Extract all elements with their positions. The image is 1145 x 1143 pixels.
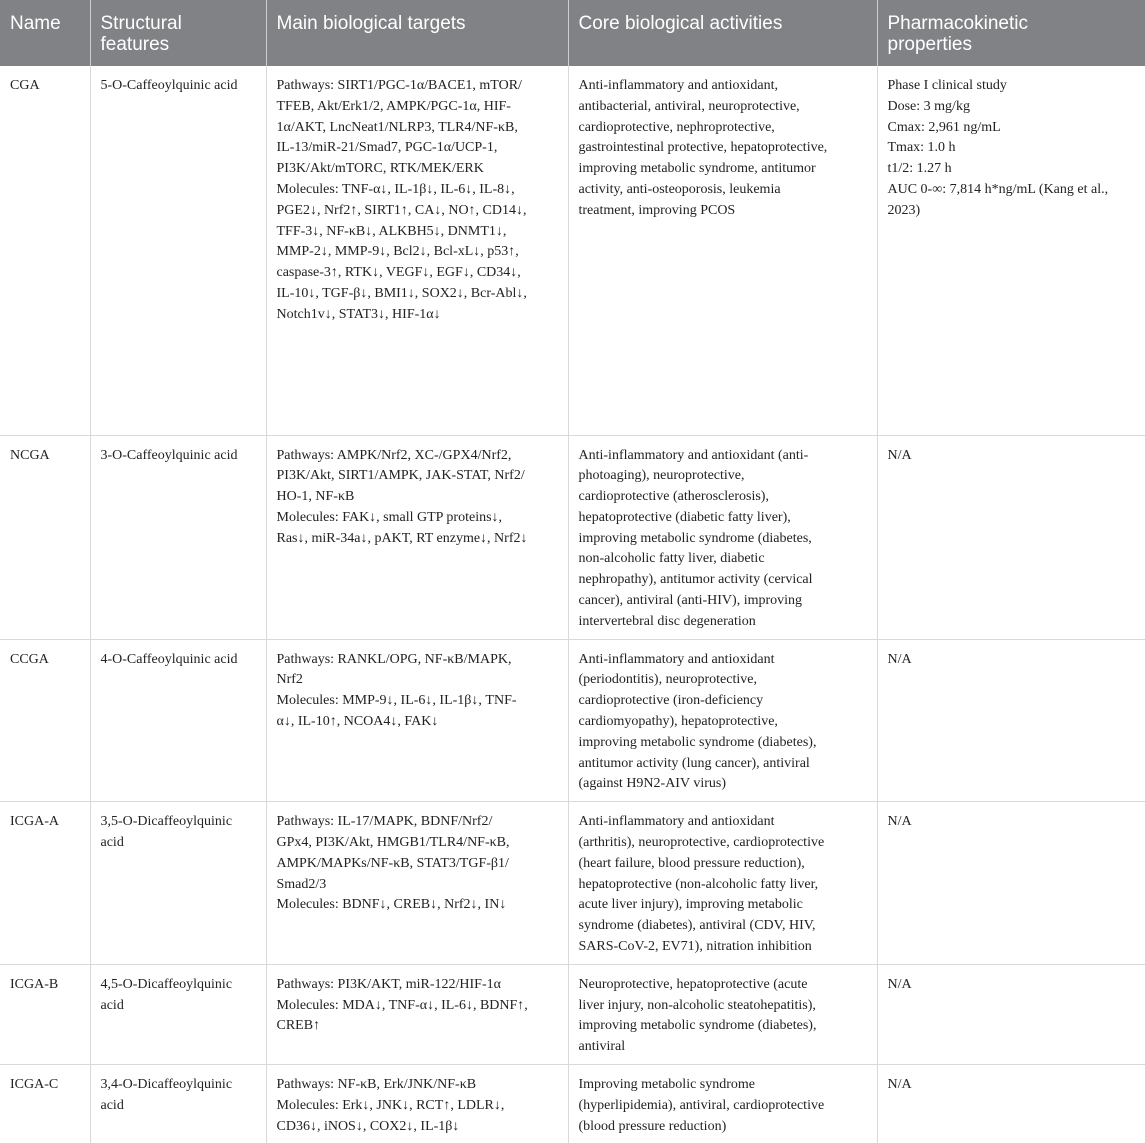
cell-text-line: activity, anti-osteoporosis, leukemia [578, 181, 781, 197]
cell-text-line: AUC 0-∞: 7,814 h*ng/mL (Kang et al., [887, 181, 1109, 197]
cell-text-line: 1α/AKT, LncNeat1/NLRP3, TLR4/NF-κB, [276, 119, 518, 135]
cell-text-line: Tmax: 1.0 h [887, 140, 956, 156]
table-row [0, 964, 1145, 1064]
cell-text-line: MMP-2↓, MMP-9↓, Bcl2↓, Bcl-xL↓, p53↑, [276, 244, 519, 260]
cell-core-biological-activities [568, 1065, 877, 1143]
cell-text-line: Smad2/3 [276, 876, 327, 892]
cell-text-line: Molecules: MDA↓, TNF-α↓, IL-6↓, BDNF↑, [276, 997, 528, 1013]
header-structural-features: Structural features [90, 0, 266, 66]
cell-text-line: TFEB, Akt/Erk1/2, AMPK/PGC-1α, HIF- [276, 98, 511, 114]
cell-text-line: PI3K/Akt, SIRT1/AMPK, JAK-STAT, Nrf2/ [276, 468, 525, 484]
cell-text-line: TFF-3↓, NF-κB↓, ALKBH5↓, DNMT1↓, [276, 223, 507, 239]
cell-text-line: 2023) [887, 202, 921, 218]
cell-core-biological-activities [568, 802, 877, 965]
cell-text-line: syndrome (diabetes), antiviral (CDV, HIV, [578, 918, 816, 934]
cell-name [0, 639, 90, 802]
cell-text-line: Molecules: BDNF↓, CREB↓, Nrf2↓, IN↓ [276, 897, 507, 913]
cell-text-line: SARS-CoV-2, EV71), nitration inhibition [578, 939, 812, 955]
cell-text-line: IL-13/miR-21/Smad7, PGC-1α/UCP-1, [276, 140, 498, 156]
cell-text-line: cardiomyopathy), hepatoprotective, [578, 714, 778, 730]
cell-text-line: 3,5-O-Dicaffeoylquinic [100, 814, 233, 830]
cell-text-line: N/A [887, 976, 912, 992]
cell-text-line: α↓, IL-10↑, NCOA4↓, FAK↓ [276, 714, 439, 730]
cell-text-line: photoaging), neuroprotective, [578, 468, 745, 484]
cell-text-line: Pathways: SIRT1/PGC-1α/BACE1, mTOR/ [276, 78, 522, 93]
compound-name: ICGA-B [10, 976, 59, 992]
cell-text-line: non-alcoholic fatty liver, diabetic [578, 551, 765, 567]
header-row [0, 0, 1145, 66]
cell-text-line: (against H9N2-AIV virus) [578, 776, 726, 792]
cell-text-line: improving metabolic syndrome, antitumor [578, 161, 816, 177]
compound-name: ICGA-C [10, 1077, 59, 1093]
cell-text-line: nephropathy), antitumor activity (cervical [578, 572, 813, 588]
cell-name [0, 1065, 90, 1143]
cell-text-line: Nrf2 [276, 672, 303, 688]
cell-main-biological-targets [266, 66, 568, 435]
cell-text-line: improving metabolic syndrome (diabetes), [578, 1018, 817, 1034]
cell-core-biological-activities [568, 964, 877, 1064]
cell-text-line: hepatoprotective (non-alcoholic fatty liver, [578, 876, 819, 892]
cell-pharmacokinetic-properties [877, 435, 1145, 639]
cell-main-biological-targets [266, 1065, 568, 1143]
cell-text-line: N/A [887, 447, 912, 463]
cell-text-line: Pathways: IL-17/MAPK, BDNF/Nrf2/ [276, 814, 493, 830]
cell-text-line: cardioprotective (iron-deficiency [578, 693, 764, 709]
cell-text-line: N/A [887, 651, 912, 667]
header-name: Name [0, 0, 90, 66]
table-body [0, 66, 1145, 1143]
cell-structural-features [90, 66, 266, 435]
cell-structural-features [90, 964, 266, 1064]
cell-text-line: Molecules: MMP-9↓, IL-6↓, IL-1β↓, TNF- [276, 693, 517, 709]
cell-text-line: t1/2: 1.27 h [887, 161, 952, 177]
header-pharmacokinetic-properties: Pharmacokinetic properties [877, 0, 1145, 66]
cell-text-line: Pathways: PI3K/AKT, miR-122/HIF-1α [276, 976, 501, 992]
cell-name [0, 964, 90, 1064]
cell-text-line: CD36↓, iNOS↓, COX2↓, IL-1β↓ [276, 1118, 460, 1134]
cell-text-line: 5-O-Caffeoylquinic acid [100, 78, 238, 93]
table-row [0, 639, 1145, 802]
cell-main-biological-targets [266, 802, 568, 965]
cell-text-line: acute liver injury), improving metabolic [578, 897, 803, 913]
cell-text-line: PI3K/Akt/mTORC, RTK/MEK/ERK [276, 161, 484, 177]
cell-text-line: Notch1v↓, STAT3↓, HIF-1α↓ [276, 306, 441, 322]
cell-text-line: cardioprotective (atherosclerosis), [578, 489, 769, 505]
cell-pharmacokinetic-properties [877, 802, 1145, 965]
cell-text-line: acid [100, 835, 124, 851]
cell-text-line: N/A [887, 814, 912, 830]
cell-core-biological-activities [568, 66, 877, 435]
cell-structural-features [90, 1065, 266, 1143]
cell-text-line: (arthritis), neuroprotective, cardioprotective [578, 835, 825, 851]
cell-text-line: HO-1, NF-κB [276, 489, 355, 505]
cell-text-line: Molecules: Erk↓, JNK↓, RCT↑, LDLR↓, [276, 1097, 505, 1113]
compound-name: CCGA [10, 651, 49, 667]
cell-text-line: hepatoprotective (diabetic fatty liver), [578, 509, 791, 525]
cell-text-line: (hyperlipidemia), antiviral, cardioprotective [578, 1097, 825, 1113]
cell-text-line: antitumor activity (lung cancer), antiviral [578, 755, 810, 771]
cell-text-line: GPx4, PI3K/Akt, HMGB1/TLR4/NF-κB, [276, 835, 510, 851]
cell-text-line: Anti-inflammatory and antioxidant, [578, 78, 778, 93]
cell-text-line: acid [100, 1097, 124, 1113]
cell-structural-features [90, 639, 266, 802]
cell-text-line: Anti-inflammatory and antioxidant [578, 814, 775, 830]
header-core-biological-activities: Core biological activities [568, 0, 877, 66]
cell-text-line: (periodontitis), neuroprotective, [578, 672, 757, 688]
cell-pharmacokinetic-properties [877, 1065, 1145, 1143]
cell-main-biological-targets [266, 639, 568, 802]
cell-pharmacokinetic-properties [877, 964, 1145, 1064]
cell-text-line: CREB↑ [276, 1018, 321, 1034]
cell-text-line: Dose: 3 mg/kg [887, 98, 970, 114]
cell-text-line: Cmax: 2,961 ng/mL [887, 119, 1001, 135]
cell-text-line: Anti-inflammatory and antioxidant (anti- [578, 447, 809, 463]
cell-text-line: acid [100, 997, 124, 1013]
cell-structural-features [90, 802, 266, 965]
cell-text-line: Anti-inflammatory and antioxidant [578, 651, 775, 667]
table-row [0, 802, 1145, 965]
header-main-biological-targets: Main biological targets [266, 0, 568, 66]
table-row [0, 1065, 1145, 1143]
cell-text-line: caspase-3↑, RTK↓, VEGF↓, EGF↓, CD34↓, [276, 265, 521, 281]
compound-name: CGA [10, 78, 40, 93]
cell-text-line: Neuroprotective, hepatoprotective (acute [578, 976, 808, 992]
table-row [0, 435, 1145, 639]
cell-text-line: Pathways: NF-κB, Erk/JNK/NF-κB [276, 1077, 477, 1093]
compound-name: NCGA [10, 447, 50, 463]
cell-text-line: 4-O-Caffeoylquinic acid [100, 651, 238, 667]
cell-text-line: Pathways: AMPK/Nrf2, XC-/GPX4/Nrf2, [276, 447, 512, 463]
cell-text-line: treatment, improving PCOS [578, 202, 736, 218]
cell-text-line: antibacterial, antiviral, neuroprotective, [578, 98, 800, 114]
cell-text-line: 4,5-O-Dicaffeoylquinic [100, 976, 233, 992]
cell-text-line: liver injury, non-alcoholic steatohepatitis), [578, 997, 816, 1013]
cell-text-line: Ras↓, miR-34a↓, pAKT, RT enzyme↓, Nrf2↓ [276, 530, 528, 546]
table-header [0, 0, 1145, 66]
cell-name [0, 802, 90, 965]
cell-text-line: antiviral [578, 1039, 626, 1055]
cell-text-line: PGE2↓, Nrf2↑, SIRT1↑, CA↓, NO↑, CD14↓, [276, 202, 527, 218]
cell-text-line: improving metabolic syndrome (diabetes, [578, 530, 812, 546]
cell-name [0, 66, 90, 435]
cell-structural-features [90, 435, 266, 639]
cell-text-line: IL-10↓, TGF-β↓, BMI1↓, SOX2↓, Bcr-Abl↓, [276, 285, 527, 301]
cell-text-line: cardioprotective, nephroprotective, [578, 119, 775, 135]
table-row [0, 66, 1145, 435]
cell-text-line: N/A [887, 1077, 912, 1093]
cell-main-biological-targets [266, 435, 568, 639]
cell-text-line: (heart failure, blood pressure reduction), [578, 855, 805, 871]
cell-text-line: AMPK/MAPKs/NF-κB, STAT3/TGF-β1/ [276, 855, 509, 871]
cell-core-biological-activities [568, 639, 877, 802]
cell-text-line: 3-O-Caffeoylquinic acid [100, 447, 238, 463]
cell-core-biological-activities [568, 435, 877, 639]
cell-pharmacokinetic-properties [877, 66, 1145, 435]
cell-text-line: gastrointestinal protective, hepatoprotective, [578, 140, 828, 156]
compound-name: ICGA-A [10, 814, 59, 830]
cell-main-biological-targets [266, 964, 568, 1064]
cell-text-line: cancer), antiviral (anti-HIV), improving [578, 593, 803, 609]
cell-text-line: Molecules: TNF-α↓, IL-1β↓, IL-6↓, IL-8↓, [276, 181, 515, 197]
cell-text-line: Improving metabolic syndrome [578, 1077, 756, 1093]
cell-text-line: Phase I clinical study [887, 78, 1007, 93]
cell-pharmacokinetic-properties [877, 639, 1145, 802]
cell-text-line: (blood pressure reduction) [578, 1118, 727, 1134]
cell-text-line: intervertebral disc degeneration [578, 613, 756, 629]
cell-name [0, 435, 90, 639]
cell-text-line: improving metabolic syndrome (diabetes), [578, 734, 817, 750]
cell-text-line: Pathways: RANKL/OPG, NF-κB/MAPK, [276, 651, 512, 667]
cell-text-line: 3,4-O-Dicaffeoylquinic [100, 1077, 233, 1093]
cell-text-line: Molecules: FAK↓, small GTP proteins↓, [276, 509, 503, 525]
